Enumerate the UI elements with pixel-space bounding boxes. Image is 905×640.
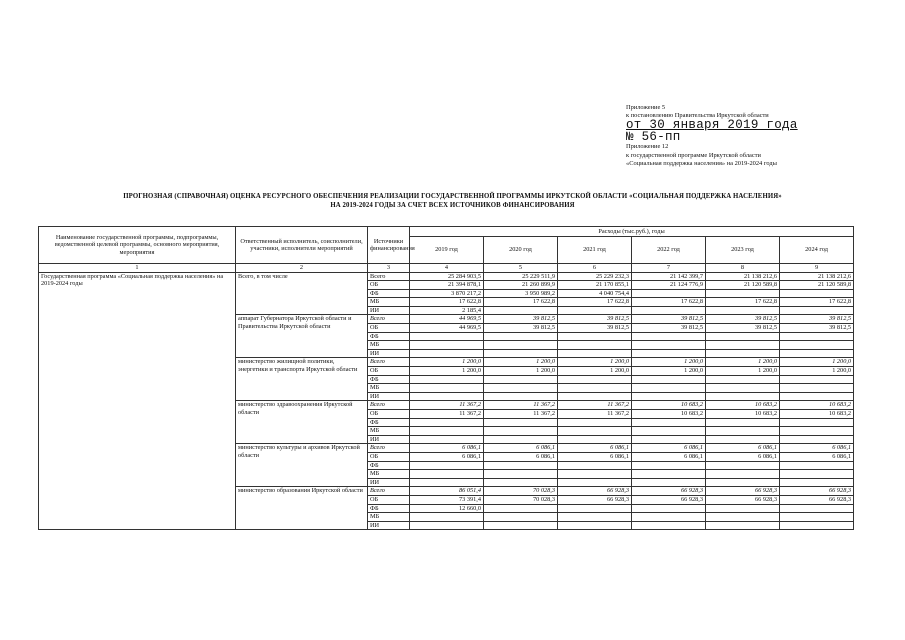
value-cell [558, 349, 632, 358]
value-cell [484, 349, 558, 358]
value-cell: 70 028,3 [484, 487, 558, 496]
value-cell [410, 341, 484, 350]
value-cell [558, 392, 632, 401]
source-cell: МБ [368, 427, 410, 436]
value-cell: 1 200,0 [410, 367, 484, 376]
value-cell [558, 513, 632, 522]
value-cell: 39 812,5 [484, 324, 558, 333]
value-cell [410, 392, 484, 401]
value-cell [780, 478, 854, 487]
value-cell: 6 086,1 [484, 444, 558, 453]
value-cell [410, 478, 484, 487]
value-cell [558, 427, 632, 436]
value-cell: 10 683,2 [706, 410, 780, 419]
source-cell: ИИ [368, 435, 410, 444]
source-cell: Всего [368, 358, 410, 367]
value-cell [558, 504, 632, 513]
value-cell: 66 928,3 [558, 487, 632, 496]
value-cell [706, 332, 780, 341]
value-cell: 39 812,5 [558, 315, 632, 324]
value-cell [706, 392, 780, 401]
appendix12-label: Приложение 12 [626, 143, 669, 151]
value-cell: 39 812,5 [558, 324, 632, 333]
resolution-label: к постановлению Правительства Иркутской области [626, 112, 769, 120]
col-number: 2 [236, 264, 368, 273]
source-cell: ФБ [368, 332, 410, 341]
page-title [30, 192, 875, 210]
value-cell [484, 384, 558, 393]
value-cell: 21 142 399,7 [632, 272, 706, 281]
value-cell [558, 478, 632, 487]
executor-cell: министерство культуры и архивов Иркутской области [236, 444, 368, 487]
value-cell: 66 928,3 [558, 495, 632, 504]
value-cell [484, 341, 558, 350]
source-cell: Всего [368, 401, 410, 410]
value-cell [706, 384, 780, 393]
value-cell: 86 051,4 [410, 487, 484, 496]
value-cell: 66 928,3 [632, 487, 706, 496]
source-cell: Всего [368, 272, 410, 281]
value-cell [780, 513, 854, 522]
value-cell: 1 200,0 [632, 358, 706, 367]
value-cell [706, 435, 780, 444]
value-cell: 6 086,1 [706, 452, 780, 461]
value-cell [706, 521, 780, 530]
value-cell [632, 504, 706, 513]
value-cell: 6 086,1 [558, 444, 632, 453]
value-cell [632, 375, 706, 384]
source-cell: ИИ [368, 521, 410, 530]
source-cell: ФБ [368, 461, 410, 470]
value-cell: 11 367,2 [484, 401, 558, 410]
value-cell [780, 461, 854, 470]
value-cell [558, 470, 632, 479]
value-cell: 10 683,2 [780, 401, 854, 410]
value-cell [706, 375, 780, 384]
source-cell: Всего [368, 444, 410, 453]
program-name-label: «Социальная поддержка населения» на 2019-2024 годы [626, 159, 777, 167]
value-cell [484, 461, 558, 470]
value-cell: 21 260 899,9 [484, 281, 558, 290]
value-cell [410, 435, 484, 444]
value-cell [780, 392, 854, 401]
header-year-2021: 2021 год [558, 237, 632, 264]
value-cell: 66 928,3 [780, 495, 854, 504]
value-cell [780, 349, 854, 358]
value-cell: 17 622,8 [410, 298, 484, 307]
value-cell: 3 870 217,2 [410, 289, 484, 298]
value-cell [484, 332, 558, 341]
value-cell [558, 375, 632, 384]
resolution-date: от 30 января 2019 года [626, 118, 798, 133]
value-cell [410, 375, 484, 384]
executor-cell: министерство образования Иркутской области [236, 487, 368, 530]
value-cell: 44 969,5 [410, 315, 484, 324]
value-cell [410, 349, 484, 358]
source-cell: ИИ [368, 349, 410, 358]
value-cell [558, 341, 632, 350]
value-cell [484, 521, 558, 530]
value-cell [410, 513, 484, 522]
title-line-1: ПРОГНОЗНАЯ (СПРАВОЧНАЯ) ОЦЕНКА РЕСУРСНОГО ОБЕСПЕЧЕНИЯ РЕАЛИЗАЦИИ ГОСУДАРСТВЕННОЙ ПРОГРАММЫ ИРКУТСКОЙ ОБЛАСТИ «СОЦИАЛЬНАЯ ПОДДЕРЖКА НАСЕЛЕНИЯ» [123, 193, 782, 200]
value-cell [706, 504, 780, 513]
header-year-2023: 2023 год [706, 237, 780, 264]
source-cell: ФБ [368, 418, 410, 427]
value-cell: 1 200,0 [780, 367, 854, 376]
value-cell: 44 969,5 [410, 324, 484, 333]
value-cell: 11 367,2 [558, 410, 632, 419]
value-cell: 1 200,0 [410, 358, 484, 367]
header-year-2020: 2020 год [484, 237, 558, 264]
source-cell: МБ [368, 513, 410, 522]
value-cell: 11 367,2 [410, 410, 484, 419]
value-cell [410, 470, 484, 479]
value-cell: 1 200,0 [484, 367, 558, 376]
value-cell: 66 928,3 [780, 487, 854, 496]
value-cell [706, 306, 780, 315]
value-cell [632, 349, 706, 358]
value-cell [632, 384, 706, 393]
value-cell: 21 138 212,6 [706, 272, 780, 281]
value-cell: 25 284 903,5 [410, 272, 484, 281]
value-cell [780, 435, 854, 444]
value-cell [780, 427, 854, 436]
value-cell: 1 200,0 [558, 367, 632, 376]
value-cell [780, 332, 854, 341]
value-cell: 17 622,8 [632, 298, 706, 307]
source-cell: ОБ [368, 324, 410, 333]
value-cell [706, 418, 780, 427]
value-cell: 6 086,1 [558, 452, 632, 461]
table-body [39, 272, 854, 530]
resolution-number: № 56-пп [626, 129, 681, 144]
value-cell [632, 392, 706, 401]
value-cell: 2 185,4 [410, 306, 484, 315]
value-cell [484, 306, 558, 315]
value-cell [706, 470, 780, 479]
source-cell: ИИ [368, 478, 410, 487]
source-cell: МБ [368, 384, 410, 393]
value-cell: 6 086,1 [410, 452, 484, 461]
value-cell [632, 435, 706, 444]
col-number: 1 [39, 264, 236, 273]
col-number: 3 [368, 264, 410, 273]
table-row [39, 272, 854, 281]
value-cell [780, 521, 854, 530]
header-source: Источники финансирования [368, 227, 410, 264]
executor-cell: министерство здравоохранения Иркутской области [236, 401, 368, 444]
value-cell [484, 435, 558, 444]
source-cell: Всего [368, 315, 410, 324]
value-cell [558, 306, 632, 315]
value-cell [632, 306, 706, 315]
value-cell [484, 375, 558, 384]
value-cell [632, 341, 706, 350]
value-cell [780, 341, 854, 350]
source-cell: ИИ [368, 392, 410, 401]
value-cell: 6 086,1 [410, 444, 484, 453]
header-expenses: Расходы (тыс.руб.), годы [410, 227, 854, 237]
value-cell: 1 200,0 [484, 358, 558, 367]
value-cell: 21 120 589,8 [780, 281, 854, 290]
header-year-2019: 2019 год [410, 237, 484, 264]
value-cell [706, 289, 780, 298]
header-year-2022: 2022 год [632, 237, 706, 264]
value-cell [632, 470, 706, 479]
value-cell [706, 341, 780, 350]
value-cell: 12 660,0 [410, 504, 484, 513]
value-cell [780, 375, 854, 384]
value-cell [706, 461, 780, 470]
value-cell: 10 683,2 [706, 401, 780, 410]
value-cell [780, 504, 854, 513]
value-cell [632, 478, 706, 487]
value-cell: 21 394 878,1 [410, 281, 484, 290]
value-cell [484, 427, 558, 436]
value-cell: 6 086,1 [484, 452, 558, 461]
value-cell: 3 950 989,2 [484, 289, 558, 298]
value-cell [632, 289, 706, 298]
value-cell [484, 392, 558, 401]
col-number: 4 [410, 264, 484, 273]
value-cell [780, 289, 854, 298]
header-year-2024: 2024 год [780, 237, 854, 264]
value-cell [632, 332, 706, 341]
value-cell [410, 332, 484, 341]
value-cell: 10 683,2 [632, 401, 706, 410]
value-cell: 17 622,8 [484, 298, 558, 307]
value-cell [558, 461, 632, 470]
value-cell: 66 928,3 [632, 495, 706, 504]
value-cell: 66 928,3 [706, 487, 780, 496]
value-cell: 1 200,0 [706, 358, 780, 367]
value-cell [484, 470, 558, 479]
col-number: 6 [558, 264, 632, 273]
source-cell: ФБ [368, 504, 410, 513]
value-cell: 11 367,2 [558, 401, 632, 410]
value-cell: 1 200,0 [558, 358, 632, 367]
value-cell [706, 427, 780, 436]
executor-cell: аппарат Губернатора Иркутской области и Правительства Иркутской области [236, 315, 368, 358]
source-cell: МБ [368, 470, 410, 479]
resource-table [38, 226, 854, 530]
value-cell: 6 086,1 [780, 444, 854, 453]
value-cell [410, 418, 484, 427]
source-cell: Всего [368, 487, 410, 496]
source-cell: ОБ [368, 452, 410, 461]
value-cell [410, 384, 484, 393]
source-cell: ОБ [368, 281, 410, 290]
value-cell: 1 200,0 [632, 367, 706, 376]
value-cell: 70 028,3 [484, 495, 558, 504]
value-cell [780, 470, 854, 479]
source-cell: МБ [368, 341, 410, 350]
header-executor: Ответственный исполнитель, соисполнители, участники, исполнители мероприятий [236, 227, 368, 264]
program-name-cell: Государственная программа «Социальная поддержка населения» на 2019-2024 годы [39, 272, 236, 530]
value-cell [410, 521, 484, 530]
value-cell: 21 170 855,1 [558, 281, 632, 290]
value-cell: 6 086,1 [632, 452, 706, 461]
document-header [626, 104, 886, 168]
value-cell: 6 086,1 [632, 444, 706, 453]
value-cell: 1 200,0 [780, 358, 854, 367]
program-ref-label: к государственной программе Иркутской области [626, 151, 761, 159]
value-cell [558, 435, 632, 444]
source-cell: ФБ [368, 289, 410, 298]
value-cell [706, 513, 780, 522]
value-cell [706, 478, 780, 487]
value-cell [558, 521, 632, 530]
value-cell: 39 812,5 [706, 324, 780, 333]
value-cell: 25 229 511,9 [484, 272, 558, 281]
executor-cell: министерство жилищной политики, энергетики и транспорта Иркутской области [236, 358, 368, 401]
col-number: 7 [632, 264, 706, 273]
value-cell: 39 812,5 [632, 324, 706, 333]
value-cell [632, 513, 706, 522]
value-cell: 4 040 754,4 [558, 289, 632, 298]
value-cell [780, 418, 854, 427]
value-cell: 73 391,4 [410, 495, 484, 504]
value-cell [780, 306, 854, 315]
value-cell [632, 461, 706, 470]
value-cell [780, 384, 854, 393]
value-cell: 39 812,5 [706, 315, 780, 324]
header-name: Наименование государственной программы, подпрограммы, ведомственной целевой программы, основного мероприятия, мероприятия [39, 227, 236, 264]
value-cell: 39 812,5 [484, 315, 558, 324]
col-number: 9 [780, 264, 854, 273]
value-cell [632, 427, 706, 436]
value-cell: 11 367,2 [484, 410, 558, 419]
value-cell [558, 418, 632, 427]
value-cell: 21 120 589,8 [706, 281, 780, 290]
value-cell: 17 622,8 [780, 298, 854, 307]
value-cell: 11 367,2 [410, 401, 484, 410]
value-cell: 39 812,5 [632, 315, 706, 324]
value-cell [484, 513, 558, 522]
value-cell [558, 384, 632, 393]
value-cell [632, 521, 706, 530]
value-cell: 17 622,8 [558, 298, 632, 307]
value-cell [410, 461, 484, 470]
value-cell: 6 086,1 [780, 452, 854, 461]
source-cell: ИИ [368, 306, 410, 315]
source-cell: ОБ [368, 495, 410, 504]
value-cell: 21 124 776,9 [632, 281, 706, 290]
source-cell: ОБ [368, 410, 410, 419]
executor-cell: Всего, в том числе [236, 272, 368, 315]
appendix-label: Приложение 5 [626, 104, 666, 111]
value-cell: 10 683,2 [632, 410, 706, 419]
value-cell [558, 332, 632, 341]
value-cell [484, 504, 558, 513]
col-number: 5 [484, 264, 558, 273]
value-cell: 25 229 232,3 [558, 272, 632, 281]
source-cell: ФБ [368, 375, 410, 384]
value-cell: 1 200,0 [706, 367, 780, 376]
value-cell: 6 086,1 [706, 444, 780, 453]
value-cell: 39 812,5 [780, 315, 854, 324]
value-cell: 21 138 212,6 [780, 272, 854, 281]
title-line-2: НА 2019-2024 ГОДЫ ЗА СЧЕТ ВСЕХ ИСТОЧНИКОВ ФИНАНСИРОВАНИЯ [330, 202, 575, 209]
value-cell [706, 349, 780, 358]
col-number: 8 [706, 264, 780, 273]
source-cell: ОБ [368, 367, 410, 376]
source-cell: МБ [368, 298, 410, 307]
value-cell: 39 812,5 [780, 324, 854, 333]
value-cell: 66 928,3 [706, 495, 780, 504]
value-cell: 17 622,8 [706, 298, 780, 307]
column-number-row [39, 264, 854, 273]
value-cell: 10 683,2 [780, 410, 854, 419]
value-cell [632, 418, 706, 427]
value-cell [410, 427, 484, 436]
value-cell [484, 478, 558, 487]
value-cell [484, 418, 558, 427]
